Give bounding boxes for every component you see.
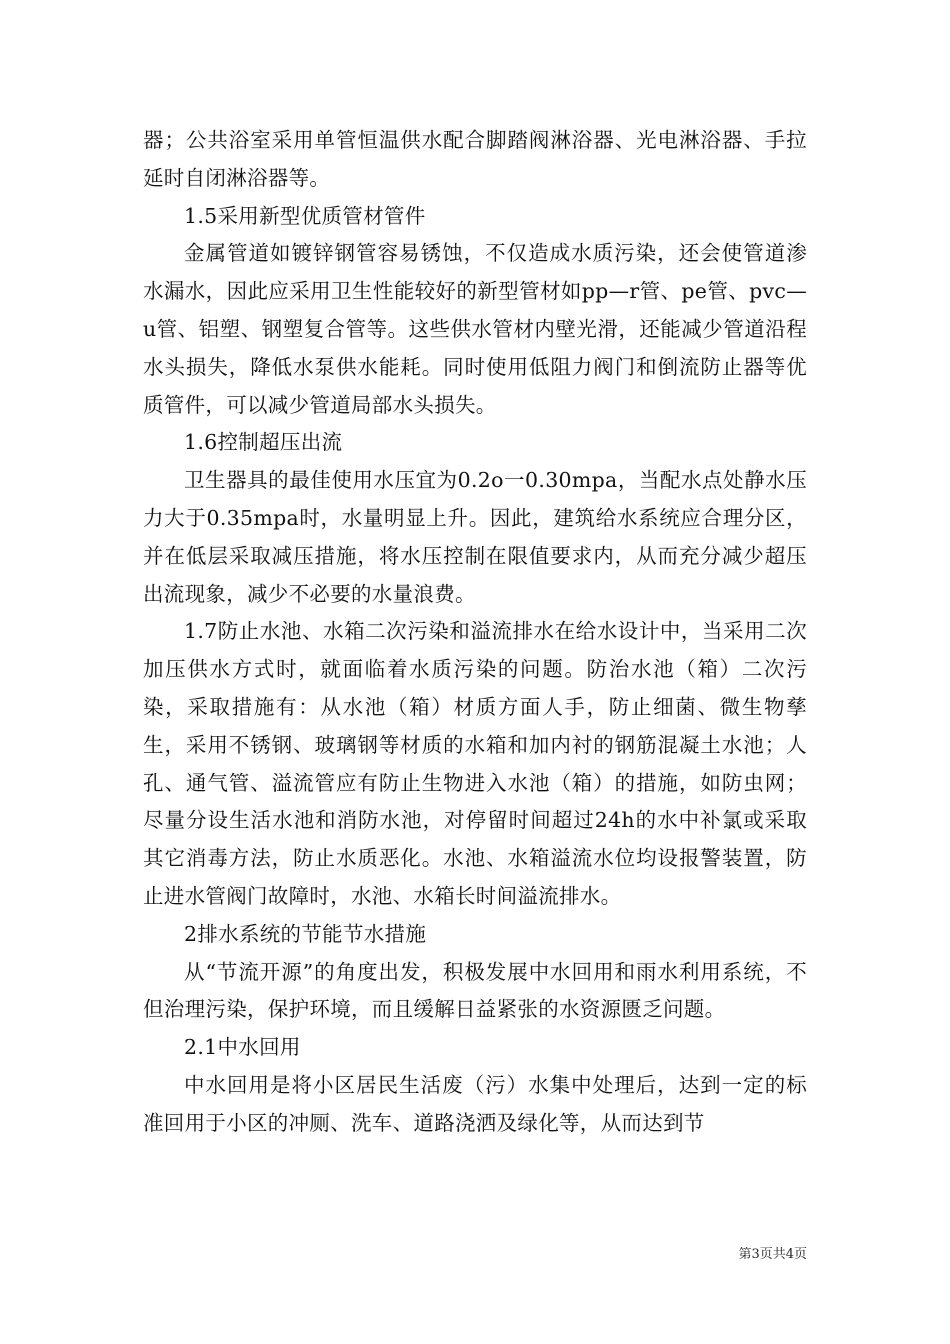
section-heading-2-1: 2.1中水回用 xyxy=(184,1035,301,1060)
paragraph-tank-pollution: 1.7防止水池、水箱二次污染和溢流排水在给水设计中，当采用二次加压供水方式时，就面临着水质污染的问题。防治水池（箱）二次污染，采取措施有：从水池（箱）材质方面人手，防止细菌、微生物孳生，采用不锈钢、玻璃钢等材质的水箱和加内衬的钢筋混凝土水池；人孔、通气管、溢流管应有防止生物进入水池（箱）的措施，如防虫网；尽量分设生活水池和消防水池，对停留时间超过24h的水中补氯或采取其它消毒方法，防止水质恶化。水池、水箱溢流水位均设报警装置，防止进水管阀门故障时，水池、水箱长时间溢流排水。 xyxy=(143,619,807,908)
page-content xyxy=(143,122,807,1143)
paragraph-reclaimed-water: 中水回用是将小区居民生活废（污）水集中处理后，达到一定的标准回用于小区的冲厕、洗车、道路浇洒及绿化等，从而达到节 xyxy=(143,1072,807,1135)
paragraph-overpressure: 卫生器具的最佳使用水压宜为0.2o一0.30mpa，当配水点处静水压力大于0.35mpa时，水量明显上升。因此，建筑给水系统应合理分区，并在低层采取减压措施，将水压控制在限值要求内，从而充分减少超压出流现象，减少不必要的水量浪费。 xyxy=(143,468,807,606)
section-heading-2: 2排水系统的节能节水措施 xyxy=(184,921,427,946)
section-heading-1-5: 1.5采用新型优质管材管件 xyxy=(184,203,426,228)
page-number-footer: 第3页共4页 xyxy=(738,1247,807,1262)
section-heading-1-6: 1.6控制超压出流 xyxy=(184,430,343,455)
paragraph-pipe-materials: 金属管道如镀锌钢管容易锈蚀，不仅造成水质污染，还会使管道渗水漏水，因此应采用卫生性能较好的新型管材如pp—r管、pe管、pvc—u管、铝塑、钢塑复合管等。这些供水管材内壁光滑，还能减少管道沿程水头损失，降低水泵供水能耗。同时使用低阻力阀门和倒流防止器等优质管件，可以减少管道局部水头损失。 xyxy=(143,241,807,417)
paragraph-drainage-intro: 从“节流开源”的角度出发，积极发展中水回用和雨水利用系统，不但治理污染，保护环境，而且缓解日益紧张的水资源匮乏问题。 xyxy=(143,959,807,1022)
paragraph-continued: 器；公共浴室采用单管恒温供水配合脚踏阀淋浴器、光电淋浴器、手拉延时自闭淋浴器等。 xyxy=(143,128,807,190)
